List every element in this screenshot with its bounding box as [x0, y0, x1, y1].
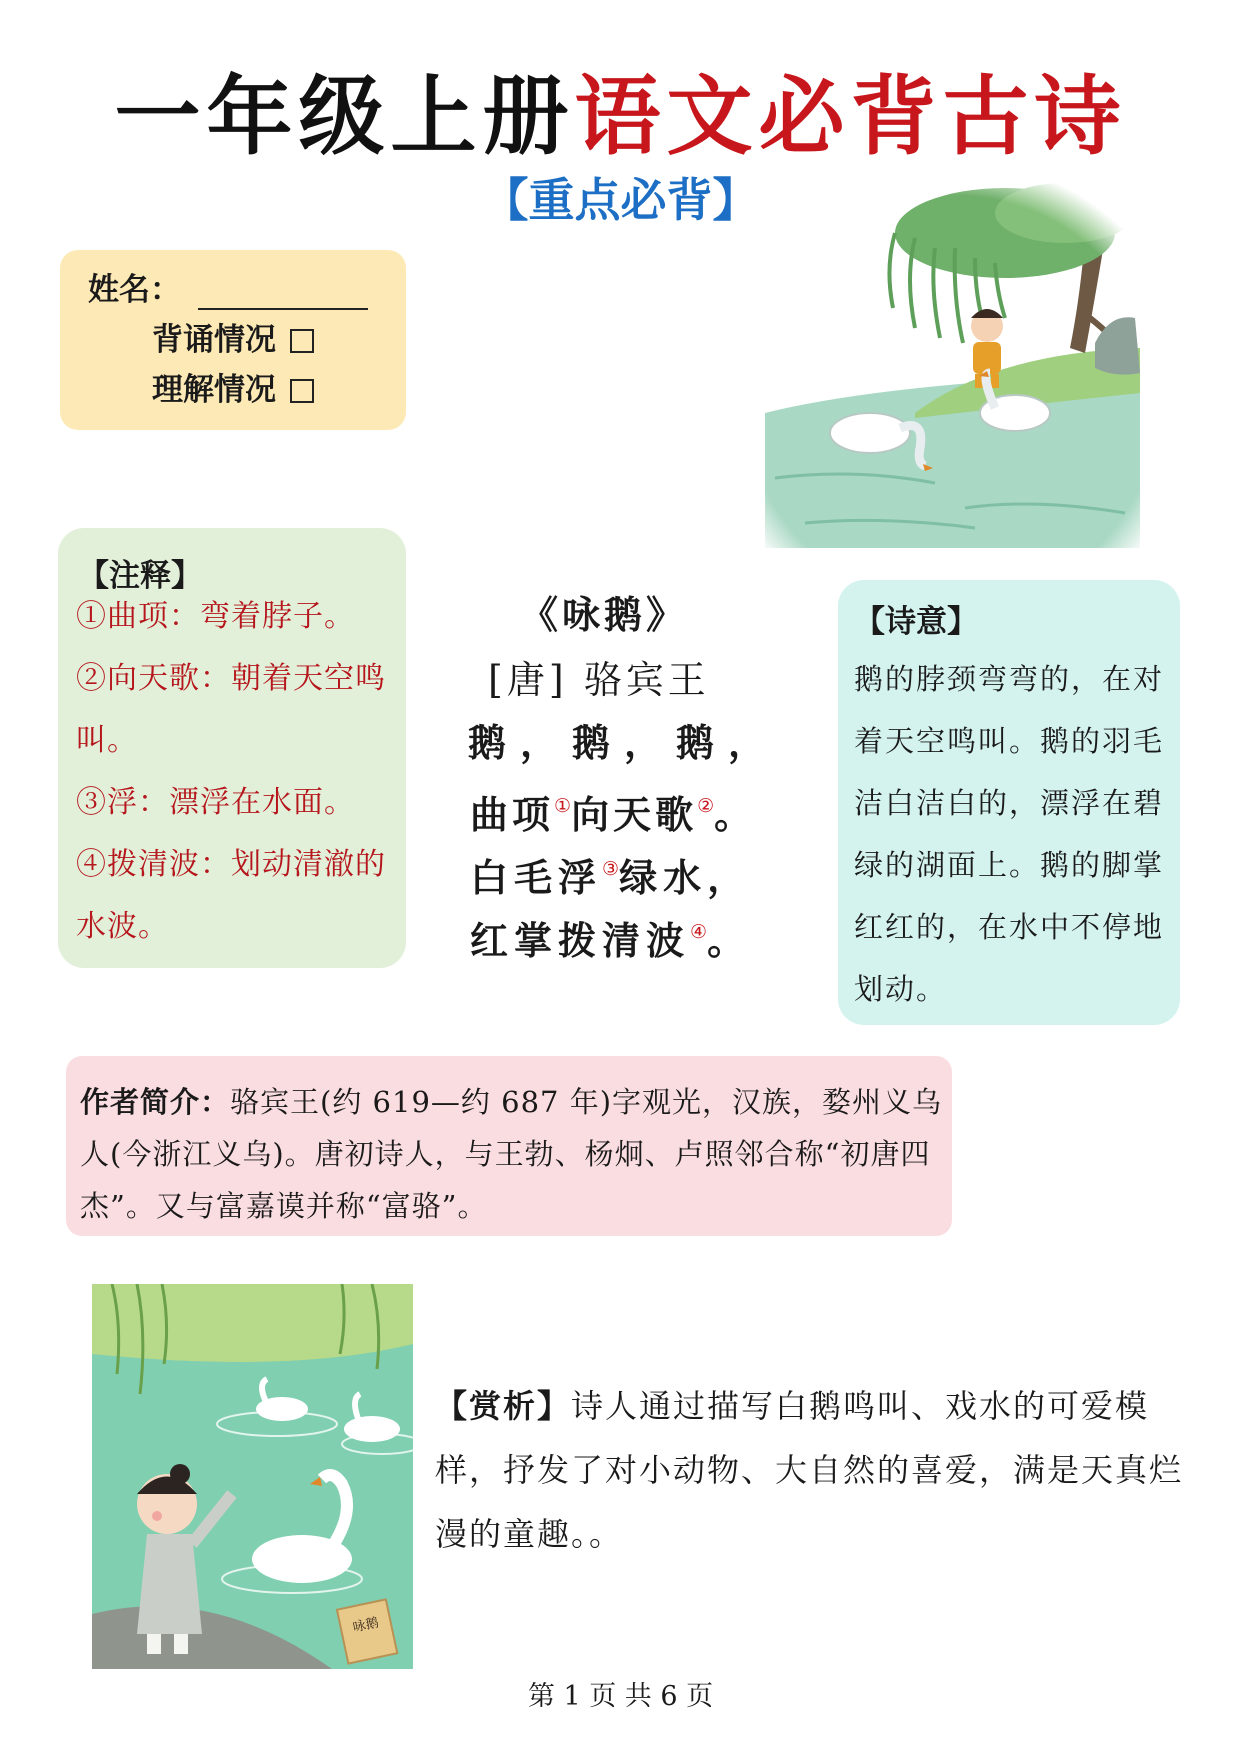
recite-row — [152, 320, 314, 360]
author-intro-body: 骆宾王(约 619—约 687 年)字观光，汉族，婺州义乌人(今浙江义乌)。唐初诗人，与王勃、杨炯、卢照邻合称“初唐四杰”。又与富嘉谟并称“富骆”。 — [80, 1085, 943, 1223]
title-black-part: 一年级上册 — [114, 66, 575, 167]
poem-author: [唐] 骆宾王 — [488, 658, 710, 702]
recite-label: 背诵情况 — [152, 322, 276, 358]
page-footer: 第 1 页 共 6 页 — [527, 1681, 714, 1712]
author-intro-box — [66, 1056, 952, 1236]
poem-line-4 — [470, 907, 751, 966]
note-item: ②向天歌：朝着天空鸣叫。 — [76, 661, 386, 758]
child-swans-illustration — [92, 1284, 413, 1669]
name-label: 姓名： — [88, 272, 181, 308]
meaning-box — [838, 580, 1180, 1025]
poem-line-4-part: 。 — [707, 918, 752, 963]
willow-swan-illustration — [765, 178, 1140, 548]
name-input-line[interactable] — [198, 308, 368, 310]
recite-checkbox[interactable] — [290, 329, 314, 353]
author-intro-label: 作者简介： — [80, 1085, 231, 1119]
note-mark-4: ④ — [690, 921, 708, 943]
poem-line-4-part: 红掌拨清波 — [470, 918, 691, 963]
appreciation-body: 诗人通过描写白鹅鸣叫、戏水的可爱模样，抒发了对小动物、大自然的喜爱，满是天真烂漫的童趣。。 — [435, 1387, 1184, 1553]
note-item: ④拨清波：划动清澈的水波。 — [76, 847, 386, 944]
appreciation-text — [435, 1374, 1185, 1566]
meaning-heading: 【诗意】 — [854, 604, 978, 640]
appreciation-label: 【赏析】 — [435, 1387, 572, 1425]
note-mark-1: ① — [554, 795, 572, 817]
poem-line-3-part: 绿水， — [619, 855, 752, 900]
note-item: ③浮：漂浮在水面。 — [76, 785, 355, 820]
understand-checkbox[interactable] — [290, 379, 314, 403]
poem-line-2-part: 向天歌 — [571, 792, 698, 837]
poem-line-3 — [470, 844, 751, 903]
name-box — [60, 250, 406, 430]
poem-title: 《咏鹅》 — [520, 592, 689, 637]
poem-line-2-part: 。 — [714, 792, 757, 837]
author-intro-text — [80, 1076, 942, 1232]
title-red-part: 语文必背古诗 — [574, 66, 1127, 167]
meaning-text: 鹅的脖颈弯弯的，在对着天空鸣叫。鹅的羽毛洁白洁白的，漂浮在碧绿的湖面上。鹅的脚掌红红的，在水中不停地划动。 — [854, 662, 1165, 1006]
note-mark-2: ② — [697, 795, 715, 817]
page-subtitle: 【重点必背】 — [482, 173, 759, 227]
poem-line-2-part: 曲项 — [470, 792, 555, 837]
poem-line-3-part: 白毛浮 — [470, 855, 603, 900]
notes-box — [58, 528, 406, 968]
poem-line-2 — [470, 781, 756, 840]
scroll-title: 咏鹅 — [351, 1615, 381, 1636]
understand-row — [152, 370, 314, 410]
poem-line-1: 鹅，鹅，鹅， — [468, 720, 781, 765]
note-item: ①曲项：弯着脖子。 — [76, 599, 355, 634]
notes-heading: 【注释】 — [78, 558, 202, 594]
page-title — [0, 62, 1241, 172]
note-mark-3: ③ — [602, 858, 620, 880]
understand-label: 理解情况 — [152, 372, 276, 408]
